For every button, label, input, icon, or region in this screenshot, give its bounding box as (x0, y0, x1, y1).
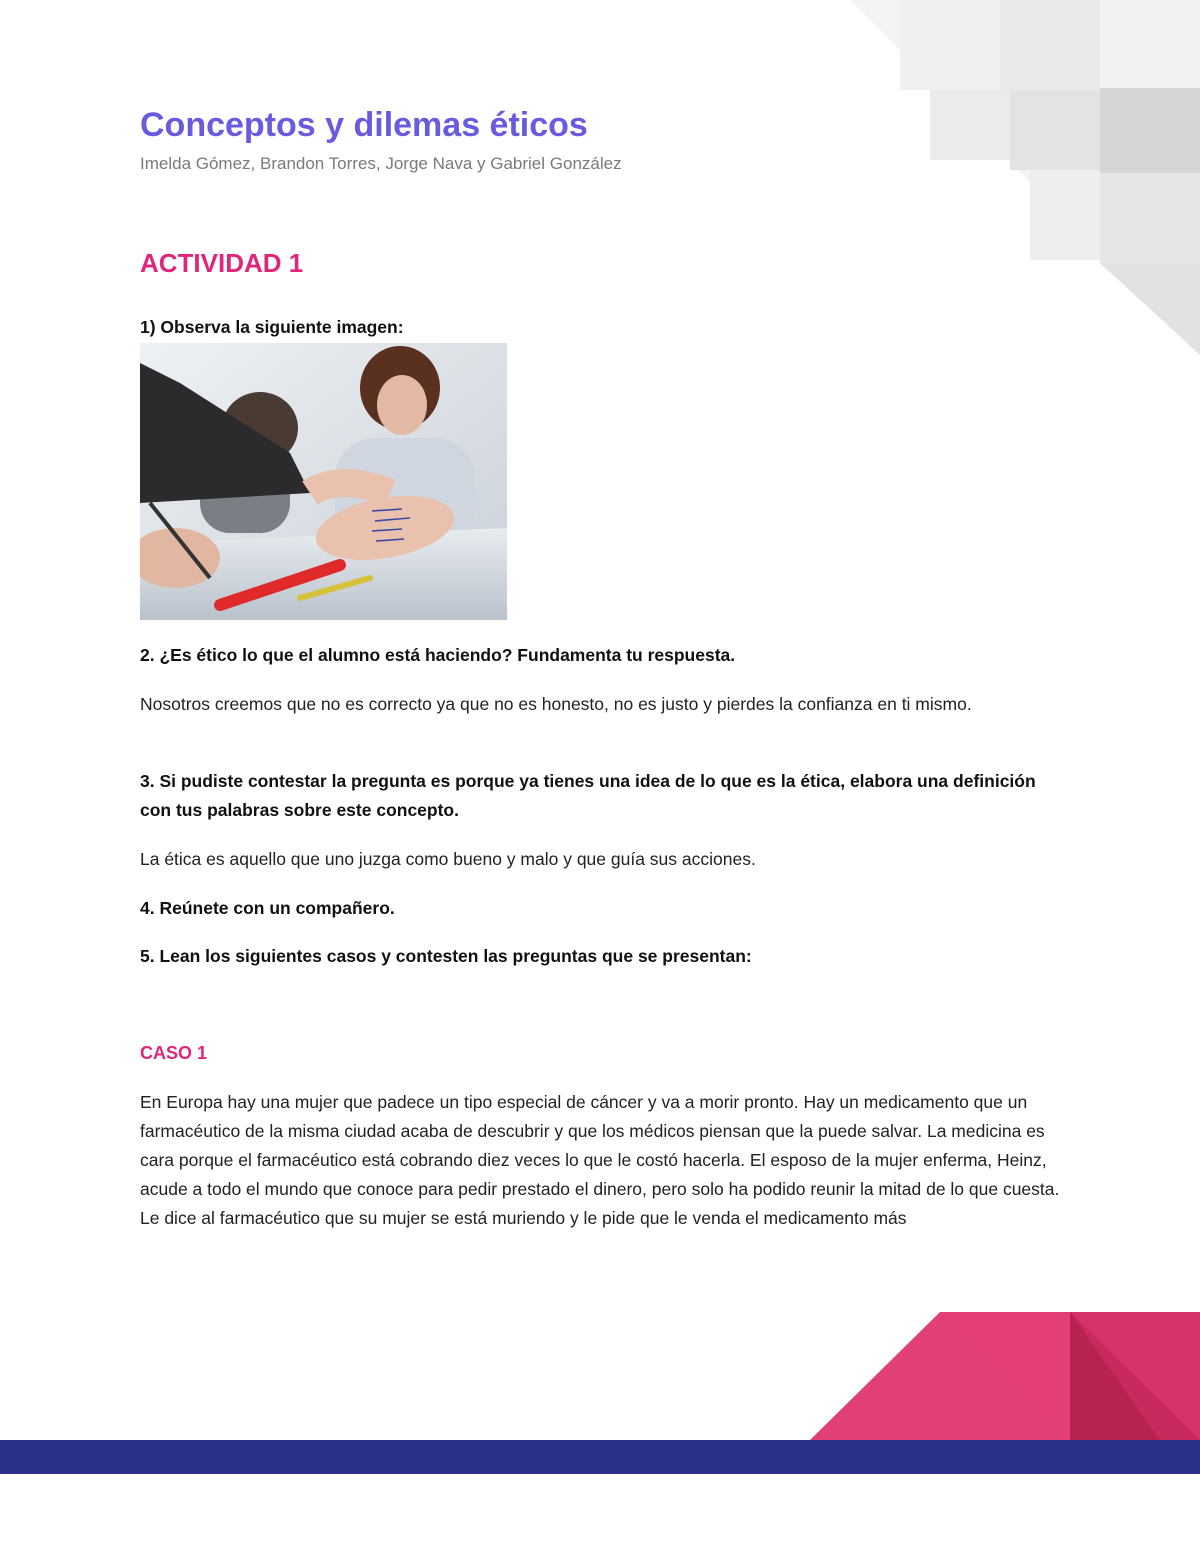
footer-bar (0, 1440, 1200, 1474)
answer-2: Nosotros creemos que no es correcto ya que no es honesto, no es justo y pierdes la confianza en ti mismo. (140, 694, 972, 714)
document-title: Conceptos y dilemas éticos (140, 106, 588, 144)
top-decoration (700, 0, 1200, 360)
case-1-heading: CASO 1 (140, 1043, 208, 1063)
photo-illustration (140, 343, 507, 620)
student-cheating-photo (140, 343, 507, 620)
document-authors: Imelda Gómez, Brandon Torres, Jorge Nava y Gabriel González (140, 154, 622, 173)
question-1: 1) Observa la siguiente imagen: (140, 317, 404, 337)
bottom-decoration (780, 1300, 1200, 1440)
question-2: 2. ¿Es ético lo que el alumno está haciendo? Fundamenta tu respuesta. (140, 645, 736, 665)
answer-3: La ética es aquello que uno juzga como bueno y malo y que guía sus acciones. (140, 849, 756, 869)
question-3: 3. Si pudiste contestar la pregunta es porque ya tienes una idea de lo que es la ética, elabora una definición con tus palabras sobre este concepto. (140, 771, 1036, 820)
question-4: 4. Reúnete con un compañero. (140, 898, 395, 918)
question-5: 5. Lean los siguientes casos y contesten las preguntas que se presentan: (140, 946, 752, 966)
case-1-body: En Europa hay una mujer que padece un tipo especial de cáncer y va a morir pronto. Hay un medicamento que un farmacéutico de la misma ciudad acaba de descubrir y que los médicos piensan que la puede salvar. La medicina es cara porque el farmacéutico está cobrando diez veces lo que le costó hacerla. El esposo de la mujer enferma, Heinz, acude a todo el mundo que conoce para pedir prestado el dinero, pero solo ha podido reunir la mitad de lo que cuesta. Le dice al farmacéutico que su mujer se está muriendo y le pide que le venda el medicamento más (140, 1092, 1060, 1228)
activity-heading: ACTIVIDAD 1 (140, 248, 304, 278)
